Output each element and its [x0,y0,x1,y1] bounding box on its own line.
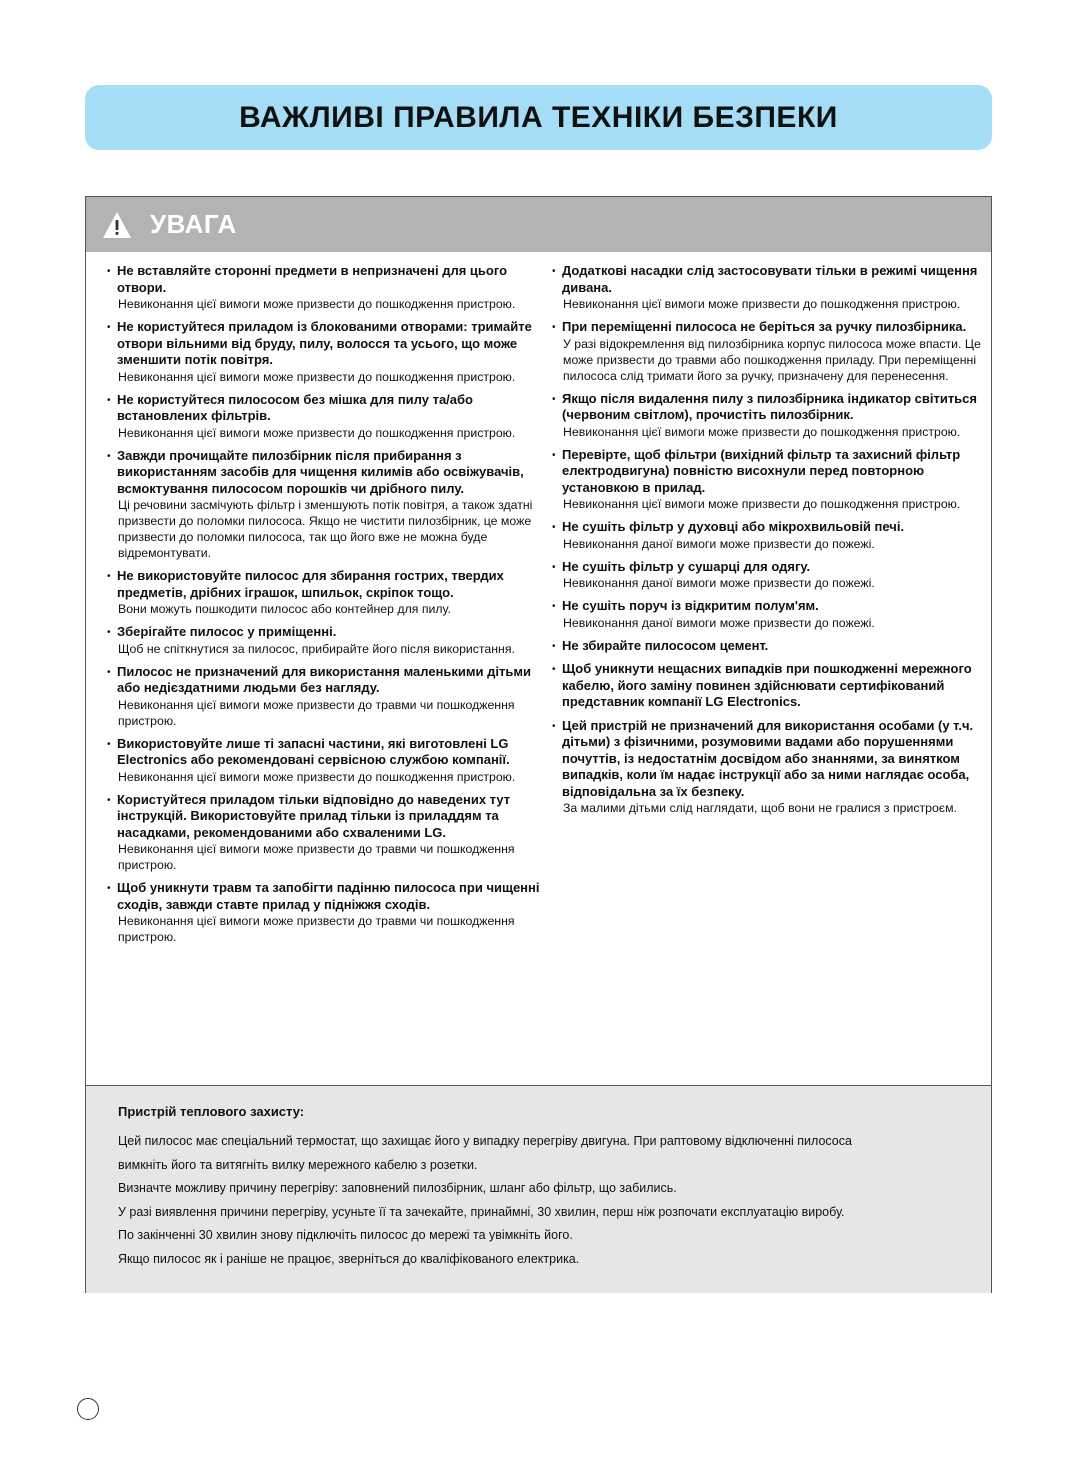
item-desc: Щоб не спіткнутися за пилосос, прибирайте його після використання. [118,641,515,656]
list-item [551,661,983,711]
thermal-protection-section [86,1085,991,1293]
list-item [106,880,546,945]
list-item [106,392,546,441]
item-title: • Не збирайте пилососом цемент. [562,637,769,653]
item-title: • Не вставляйте сторонні предмети в непризначені для цього отвори. [117,263,508,295]
list-item [551,718,983,817]
item-title: • Перевірте, щоб фільтри (вихідний фільтр та захисний фільтр електродвигуна) повністю висохнули перед повторною установкою в прилад. [562,446,961,495]
item-title: • Не користуйтеся пилососом без мішка для пилу та/або встановлених фільтрів. [117,391,473,423]
list-item [106,792,546,874]
item-desc: Ці речовини засмічують фільтр і зменшують потік повітря, а також здатні призвести до поломки пилососа. Якщо не чистити пилозбірник, це може призвести до поломки пилососа, так що його вже не можна буде відремонтувати. [118,498,533,560]
item-desc: Невиконання цієї вимоги може призвести до пошкодження пристрою. [563,424,961,439]
item-desc: Невиконання цієї вимоги може призвести до травми чи пошкодження пристрою. [118,697,515,728]
caution-right-column [551,263,983,823]
item-title: • Не використовуйте пилосос для збирання гострих, твердих предметів, дрібних іграшок, шпильок, скріпок тощо. [117,568,504,600]
list-item [106,448,546,562]
item-desc: Невиконання цієї вимоги може призвести до пошкодження пристрою. [563,297,961,311]
list-item [106,319,546,385]
item-desc: Невиконання даної вимоги може призвести до пожежі. [563,615,875,630]
list-item [106,624,546,657]
list-item [551,638,983,655]
caution-title: УВАГА [150,209,237,239]
item-desc: Вони можуть пошкодити пилосос або контейнер для пилу. [118,602,451,616]
item-title: • Не користуйтеся приладом із блокованими отворами: тримайте отвори вільними від бруду, пилу, волосся та усього, що може зменшити потік повітря. [117,319,532,367]
item-desc: Невиконання цієї вимоги може призвести до пошкодження пристрою. [118,769,516,784]
item-title: • Не сушіть фільтр у сушарці для одягу. [562,558,811,574]
caution-box [85,196,992,1293]
thermal-line: Якщо пилосос як і раніше не працює, зверніться до кваліфікованого електрика. [118,1251,580,1266]
item-desc: Невиконання даної вимоги може призвести до пожежі. [563,536,875,551]
item-desc: Невиконання цієї вимоги може призвести до травми чи пошкодження пристрою. [118,914,515,944]
item-title: • Щоб уникнути травм та запобігти падінню пилососа при чищенні сходів, завжди ставте прилад у підніжжя сходів. [117,880,540,912]
item-title: • Користуйтеся приладом тільки відповідно до наведених тут інструкцій. Використовуйте прилад тільки із приладдям та насадками, рекомендованими або схваленими LG. [117,791,511,840]
thermal-line: Визначте можливу причину перегріву: заповнений пилозбірник, шланг або фільтр, що забились. [118,1181,677,1195]
item-title: • Щоб уникнути нещасних випадків при пошкодженні мережного кабелю, його заміну повинен здійснювати сертифікований представник компанії LG Electronics. [562,661,972,709]
item-title: • Використовуйте лише ті запасні частини, які виготовлені LG Electronics або рекомендовані сервісною службою компанії. [117,735,510,767]
item-title: • Пилосос не призначений для використання маленькими дітьми або недієздатними людьми без нагляду. [117,663,531,695]
item-title: • Зберігайте пилосос у приміщенні. [117,624,337,639]
list-item [551,263,983,312]
item-desc: Невиконання цієї вимоги може призвести до пошкодження пристрою. [563,497,961,511]
item-desc: За малими дітьми слід наглядати, щоб вони не гралися з пристроєм. [563,801,957,815]
item-desc: Невиконання цієї вимоги може призвести до травми чи пошкодження пристрою. [118,842,515,872]
item-desc: Невиконання цієї вимоги може призвести до пошкодження пристрою. [118,297,516,311]
item-desc: Невиконання даної вимоги може призвести до пожежі. [563,576,875,590]
thermal-text [118,1130,958,1271]
list-item [551,559,983,592]
item-title: • Завжди прочищайте пилозбірник після прибирання з використанням засобів для чищення килимів або освіжувачів, всмоктування пилососом порошків чи дрібного пилу. [117,447,524,496]
thermal-line: По закінченні 30 хвилин знову підключіть пилосос до мережі та увімкніть його. [118,1228,573,1242]
title-banner [85,85,992,150]
item-desc: У разі відокремлення від пилозбірника корпус пилососа може впасти. Це може призвести до травми або пошкодження приладу. При переміщенні пилососа слід тримати його за ручку, призначену для перенесення. [563,336,981,383]
caution-header [86,197,991,252]
list-item [106,736,546,785]
list-item [551,319,983,384]
list-item [106,568,546,617]
item-title: • Не сушіть поруч із відкритим полум'ям. [562,598,819,613]
item-title: • Якщо після видалення пилу з пилозбірника індикатор світиться (червоним світлом), прочистіть пилозбірник. [562,390,977,422]
item-desc: Невиконання цієї вимоги може призвести до пошкодження пристрою. [118,425,516,440]
list-item [106,263,546,312]
caution-left-column [106,263,546,952]
warning-triangle-icon [102,211,132,239]
list-item [551,447,983,513]
list-item [551,519,983,552]
item-title: • Цей пристрій не призначений для використання особами (у т.ч. дітьми) з фізичними, розумовими вадами або порушеннями почуттів, із недостатнім досвідом або знаннями, за винятком випадків, коли їм надає інструкції або за ними наглядає особа, відповідальна за їх безпеку. [562,717,974,799]
page-title: ВАЖЛИВІ ПРАВИЛА ТЕХНІКИ БЕЗПЕКИ [239,100,838,134]
item-title: • Додаткові насадки слід застосовувати тільки в режимі чищення дивана. [562,263,978,295]
item-title: • При переміщенні пилососа не беріться за ручку пилозбірника. [562,319,967,334]
list-item [106,664,546,729]
list-item [551,391,983,440]
thermal-line: вимкніть його та витягніть вилку мережного кабелю з розетки. [118,1157,478,1172]
thermal-title: Пристрій теплового захисту: [118,1104,305,1119]
list-item [551,598,983,631]
item-desc: Невиконання цієї вимоги може призвести до пошкодження пристрою. [118,369,516,384]
thermal-line: У разі виявлення причини перегріву, усуньте її та зачекайте, принаймні, 30 хвилин, перш ніж розпочати експлуатацію виробу. [118,1204,845,1219]
page-number-circle [77,1398,99,1420]
thermal-line: Цей пилосос має спеціальний термостат, що захищає його у випадку перегріву двигуна. При раптовому відключенні пилососа [118,1134,852,1148]
item-title: • Не сушіть фільтр у духовці або мікрохвильовій печі. [562,519,905,534]
